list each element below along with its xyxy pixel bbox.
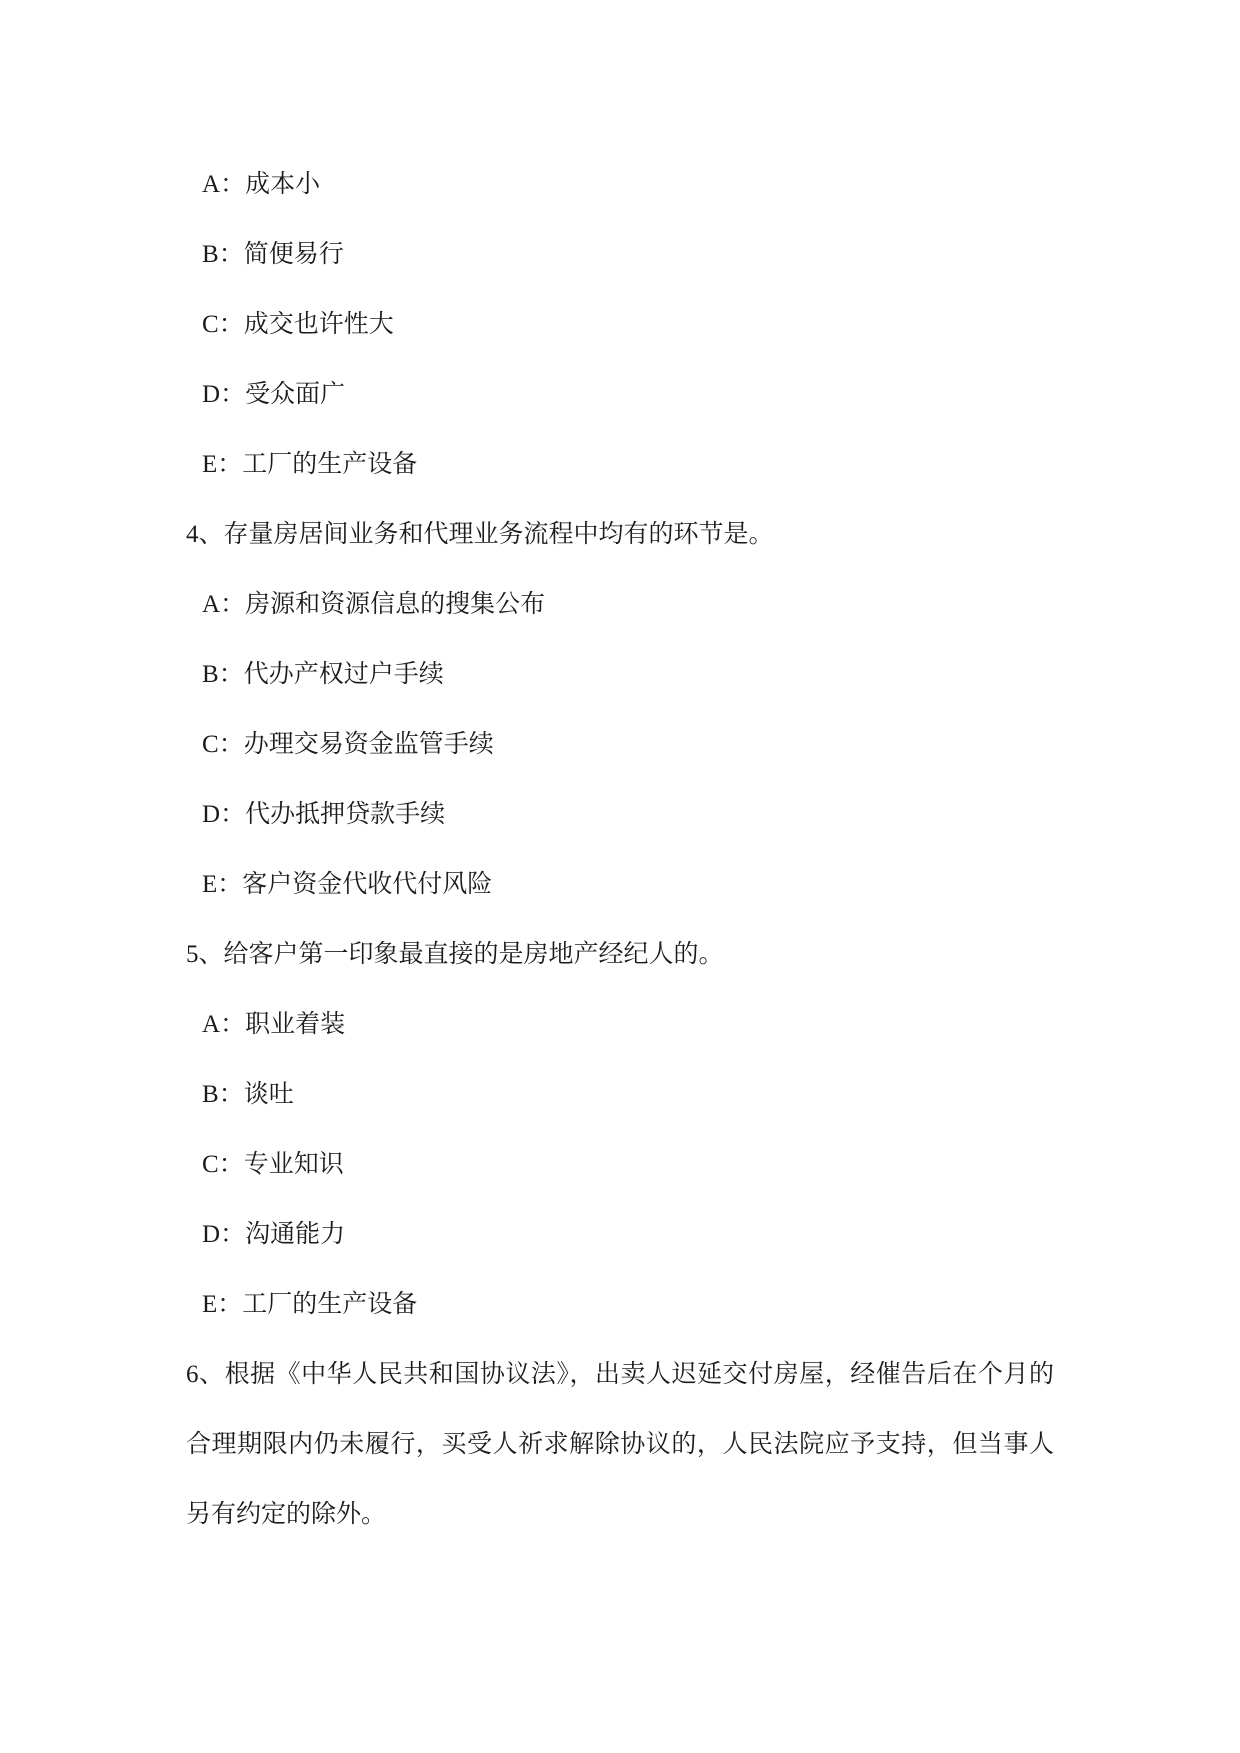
option-line <box>186 850 1054 920</box>
option-separator: ： <box>218 661 244 688</box>
option-line <box>186 570 1054 640</box>
option-label: B <box>202 1081 219 1108</box>
question-stem-text: 合理期限内仍未履行，买受人祈求解除协议的，人民法院应予支持，但当事人 <box>186 1431 1054 1458</box>
option-label: A <box>202 171 221 198</box>
option-line <box>186 990 1054 1060</box>
option-line <box>186 1200 1054 1270</box>
option-line <box>186 220 1054 290</box>
question-stem-line <box>186 500 1054 570</box>
option-separator: ： <box>218 311 244 338</box>
option-separator: ： <box>220 801 246 828</box>
question-stem-text: 根据《中华人民共和国协议法》，出卖人迟延交付房屋，经催告后在个月的 <box>224 1361 1054 1388</box>
question-number-separator: 、 <box>198 1361 225 1388</box>
option-line <box>186 780 1054 850</box>
option-text: 沟通能力 <box>245 1221 346 1248</box>
option-separator: ： <box>220 1221 246 1248</box>
option-line <box>186 640 1054 710</box>
option-text: 成交也许性大 <box>243 311 394 338</box>
option-text: 工厂的生产设备 <box>242 1291 418 1318</box>
question-block-6 <box>186 1340 1054 1550</box>
option-label: C <box>202 731 219 758</box>
option-label: E <box>202 871 218 898</box>
option-separator: ： <box>218 241 244 268</box>
option-label: E <box>202 451 218 478</box>
option-line <box>186 1130 1054 1200</box>
option-text: 代办抵押贷款手续 <box>245 801 446 828</box>
option-label: A <box>202 591 221 618</box>
option-line <box>186 150 1054 220</box>
question-stem-text: 给客户第一印象最直接的是房地产经纪人的。 <box>223 941 724 968</box>
option-separator: ： <box>220 381 246 408</box>
question-number-separator: 、 <box>198 521 224 548</box>
option-label: B <box>202 241 219 268</box>
option-separator: ： <box>220 1011 246 1038</box>
option-label: B <box>202 661 219 688</box>
option-separator: ： <box>218 731 244 758</box>
option-text: 代办产权过户手续 <box>243 661 444 688</box>
question-stem-text: 另有约定的除外。 <box>186 1501 387 1528</box>
option-line <box>186 1270 1054 1340</box>
option-separator: ： <box>217 1291 243 1318</box>
option-text: 职业着装 <box>245 1011 346 1038</box>
orphan-options-block <box>186 150 1054 500</box>
option-label: D <box>202 801 221 828</box>
question-number: 4 <box>186 521 199 548</box>
option-text: 简便易行 <box>243 241 344 268</box>
option-text: 受众面广 <box>245 381 346 408</box>
option-line <box>186 360 1054 430</box>
option-text: 工厂的生产设备 <box>242 451 418 478</box>
option-separator: ： <box>217 451 243 478</box>
question-block-5 <box>186 920 1054 1340</box>
option-line <box>186 710 1054 780</box>
question-number: 5 <box>186 941 199 968</box>
option-line <box>186 430 1054 500</box>
option-text: 成本小 <box>245 171 321 198</box>
question-number: 6 <box>186 1361 199 1388</box>
question-stem-line <box>186 920 1054 990</box>
option-text: 办理交易资金监管手续 <box>243 731 494 758</box>
option-label: C <box>202 1151 219 1178</box>
option-label: D <box>202 1221 221 1248</box>
option-label: C <box>202 311 219 338</box>
option-text: 客户资金代收代付风险 <box>242 871 493 898</box>
option-separator: ： <box>218 1151 244 1178</box>
question-stem-text: 存量房居间业务和代理业务流程中均有的环节是。 <box>223 521 774 548</box>
option-separator: ： <box>217 871 243 898</box>
option-separator: ： <box>218 1081 244 1108</box>
question-block-4 <box>186 500 1054 920</box>
option-label: D <box>202 381 221 408</box>
option-separator: ： <box>220 591 246 618</box>
option-label: A <box>202 1011 221 1038</box>
option-line <box>186 290 1054 360</box>
option-label: E <box>202 1291 218 1318</box>
question-stem-continuation-line <box>186 1410 1054 1480</box>
option-text: 谈吐 <box>243 1081 294 1108</box>
option-text: 专业知识 <box>243 1151 344 1178</box>
question-stem-continuation-line <box>186 1480 1054 1550</box>
question-number-separator: 、 <box>198 941 224 968</box>
option-separator: ： <box>220 171 246 198</box>
option-line <box>186 1060 1054 1130</box>
question-stem-line <box>186 1340 1054 1410</box>
option-text: 房源和资源信息的搜集公布 <box>245 591 546 618</box>
exam-document <box>186 150 1054 1550</box>
